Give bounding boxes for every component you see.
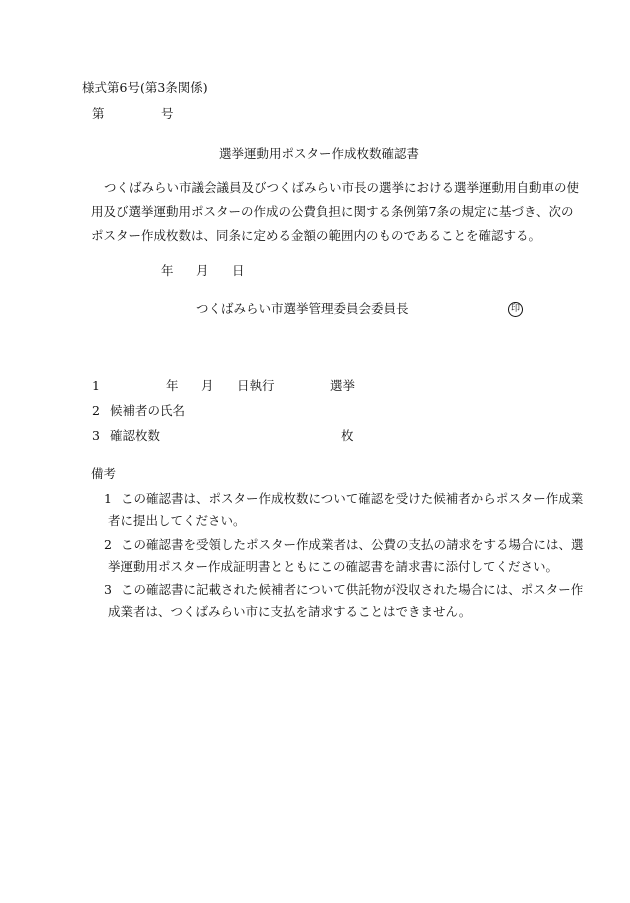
seal-mark: 印 <box>508 302 523 317</box>
notes-heading: 備考 <box>91 466 117 481</box>
date-month: 月 <box>196 263 209 278</box>
note-2-line-2: 挙運動用ポスター作成証明書とともにこの確認書を請求書に添付してください。 <box>108 559 559 574</box>
note-1-line-2: 者に提出してください。 <box>108 513 246 528</box>
note-1-line-1: この確認書は、ポスター作成枚数について確認を受けた候補者からポスター作成業 <box>121 491 584 506</box>
number-suffix: 号 <box>161 106 174 121</box>
item-3-number: 3 <box>92 428 100 443</box>
date-year: 年 <box>161 263 174 278</box>
document-title: 選挙運動用ポスター作成枚数確認書 <box>219 146 420 161</box>
note-2-number: 2 <box>104 537 112 552</box>
item-1-execution-day: 日執行 <box>237 378 275 393</box>
body-line-2: 用及び選挙運動用ポスターの作成の公費負担に関する条例第7条の規定に基づき、次の <box>91 204 574 219</box>
item-1-number: 1 <box>92 378 100 393</box>
body-line-3: ポスター作成枚数は、同条に定める金額の範囲内のものであることを確認する。 <box>91 228 542 243</box>
item-3-unit: 枚 <box>341 428 354 443</box>
item-1-year: 年 <box>166 378 179 393</box>
item-2-number: 2 <box>92 403 100 418</box>
item-1-month: 月 <box>201 378 214 393</box>
note-1-number: 1 <box>104 491 112 506</box>
date-day: 日 <box>232 263 245 278</box>
signer-title: つくばみらい市選挙管理委員会委員長 <box>196 301 409 316</box>
number-prefix: 第 <box>92 106 105 121</box>
item-2-label: 候補者の氏名 <box>110 403 186 418</box>
note-2-line-1: この確認書を受領したポスター作成業者は、公費の支払の請求をする場合には、選 <box>121 537 584 552</box>
body-line-1: つくばみらい市議会議員及びつくばみらい市長の選挙における選挙運動用自動車の使 <box>104 180 580 195</box>
note-3-line-1: この確認書に記載された候補者について供託物が没収された場合には、ポスター作 <box>121 582 584 597</box>
form-number: 様式第6号(第3条関係) <box>82 80 208 95</box>
item-3-label: 確認枚数 <box>110 428 161 443</box>
note-3-number: 3 <box>104 582 112 597</box>
item-1-election: 選挙 <box>330 378 356 393</box>
note-3-line-2: 成業者は、つくばみらい市に支払を請求することはできません。 <box>108 604 472 619</box>
